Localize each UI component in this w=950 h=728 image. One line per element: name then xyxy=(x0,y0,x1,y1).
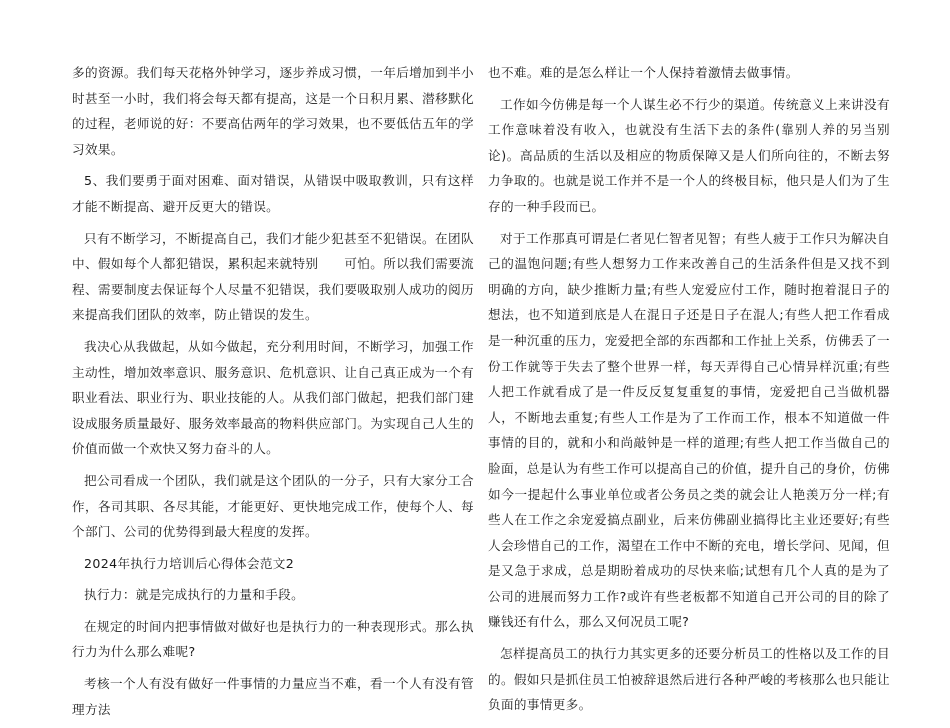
paragraph: 怎样提高员工的执行力其实更多的还要分析员工的性格以及工作的目的。假如只是抓住员工怕被辞退然后进行各种严峻的考核那么也只能让负面的事情更多。 xyxy=(488,646,890,713)
paragraph: 把公司看成一个团队，我们就是这个团队的一分子，只有大家分工合作，各司其职、各尽其能，才能更好、更快地完成工作，使每个人、每个部门、公司的优势得到最大程度的发挥。 xyxy=(72,472,474,540)
paragraph: 我决心从我做起，从如今做起，充分利用时间，不断学习，加强工作主动性，增加效率意识、服务意识、危机意识、让自己真正成为一个有职业看法、职业行为、职业技能的人。从我们部门做起，把我们部门建设成服务质量最好、服务效率最高的物料供应部门。为实现自己人生的价值而做一个欢快又努力奋斗的人。 xyxy=(72,338,474,457)
paragraph: 考核一个人有没有做好一件事情的力量应当不难，看一个人有没有管理方法 xyxy=(72,676,474,717)
paragraph: 也不难。难的是怎么样让一个人保持着激情去做事情。 xyxy=(488,65,799,80)
left-column xyxy=(72,60,474,728)
paragraph: 在规定的时间内把事情做对做好也是执行力的一种表现形式。那么执行力为什么那么难呢? xyxy=(72,618,474,660)
section-heading: 2024年执行力培训后心得体会范文2 xyxy=(84,555,295,571)
paragraph: 对于工作那真可谓是仁者见仁智者见智；有些人疲于工作只为解决自己的温饱问题;有些人想努力工作来改善自己的生活条件但是又找不到明确的方向，缺少推断力量;有些人宠爱应付工作，随时抱着混日子的想法，也不知道到底是人在混日子还是日子在混人;有些人把工作看成是一种沉重的压力，宠爱把全部的东西都和工作扯上关系，仿佛丢了一份工作就等于失去了整个世界一样，每天弄得自己心情异样沉重;有些人把工作就看成了是一件反反复复重复的事情，宠爱把自己当做机器人，不断地去重复;有些人工作是为了工作而工作，根本不知道做一件事情的目的，就和小和尚敲钟是一样的道理;有些人把工作当做自己的脸面，总是认为有些工作可以提高自己的价值，提升自己的身价，仿佛如今一提起什么事业单位或者公务员之类的就会让人艳羡万分一样;有些人在工作之余宠爱搞点副业，后来仿佛副业搞得比主业还要好;有些人会珍惜自己的工作，渴望在工作中不断的充电，增长学问、见闻，但是又急于求成，总是期盼着成功的尽快来临;试想有几个人真的是为了公司的进展而努力工作?或许有些老板都不知道自己开公司的目的除了赚钱还有什么，那么又何况员工呢? xyxy=(488,230,890,630)
paragraph: 工作如今仿佛是每一个人谋生必不行少的渠道。传统意义上来讲没有工作意味着没有收入，也就没有生活下去的条件(靠别人养的另当别论)。高品质的生活以及相应的物质保障又是人们所向往的，不断去努力争取的。也就是说工作并不是一个人的终极目标，他只是人们为了生存的一种手段而已。 xyxy=(488,96,890,214)
paragraph: 执行力：就是完成执行的力量和手段。 xyxy=(84,587,305,603)
paragraph: 5、我们要勇于面对困难、面对错误，从错误中吸取教训，只有这样才能不断提高、避开反更大的错误。 xyxy=(72,173,474,214)
right-column xyxy=(488,60,890,724)
paragraph: 多的资源。我们每天花格外钟学习，逐步养成习惯，一年后增加到半小时甚至一小时，我们将会每天都有提高，这是一个日积月累、潜移默化的过程，老师说的好：不要高估两年的学习效果，也不要低估五年的学习效果。 xyxy=(72,65,474,157)
paragraph: 只有不断学习，不断提高自己，我们才能少犯甚至不犯错误。在团队中、假如每个人都犯错误，累积起来就特别 可怕。所以我们需要流程、需要制度去保证每个人尽量不犯错误，我们要吸取别人成功的阅历来提高我们团队的效率，防止错误的发生。 xyxy=(72,230,474,323)
